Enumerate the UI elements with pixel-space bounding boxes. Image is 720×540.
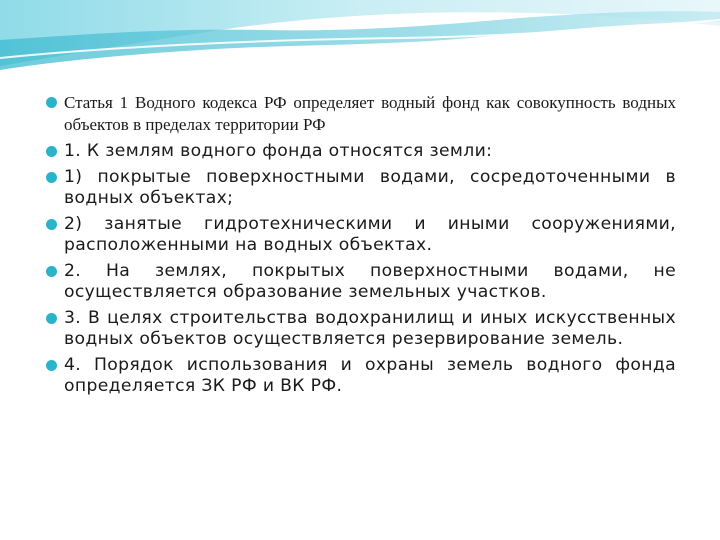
bullet-text: 4. Порядок использования и охраны земель водного фонда определяется ЗК РФ и ВК РФ.	[64, 355, 676, 396]
bullet-dot-icon	[46, 313, 57, 324]
bullet-item	[44, 141, 676, 162]
bullet-dot-icon	[46, 266, 57, 277]
bullet-list	[44, 92, 676, 397]
bullet-item	[44, 167, 676, 209]
bullet-text: 2) занятые гидротехническими и иными сооружениями, расположенными на водных объектах.	[64, 214, 676, 255]
bullet-item	[44, 92, 676, 136]
bullet-item	[44, 214, 676, 256]
bullet-text: 1. К землям водного фонда относятся земли:	[64, 141, 493, 161]
bullet-text: 3. В целях строительства водохранилищ и иных искусственных водных объектов осуществляется резервирование земель.	[64, 308, 676, 349]
bullet-text: 2. На землях, покрытых поверхностными водами, не осуществляется образование земельных участков.	[64, 261, 676, 302]
bullet-dot-icon	[46, 172, 57, 183]
wave-decoration	[0, 0, 720, 80]
bullet-item	[44, 308, 676, 350]
bullet-text: Статья 1 Водного кодекса РФ определяет водный фонд как совокупность водных объектов в пределах территории РФ	[64, 93, 676, 134]
bullet-dot-icon	[46, 219, 57, 230]
bullet-dot-icon	[46, 97, 57, 108]
bullet-item	[44, 355, 676, 397]
bullet-dot-icon	[46, 360, 57, 371]
bullet-text: 1) покрытые поверхностными водами, сосредоточенными в водных объектах;	[64, 167, 676, 208]
bullet-item	[44, 261, 676, 303]
bullet-dot-icon	[46, 146, 57, 157]
slide-body	[44, 92, 676, 402]
